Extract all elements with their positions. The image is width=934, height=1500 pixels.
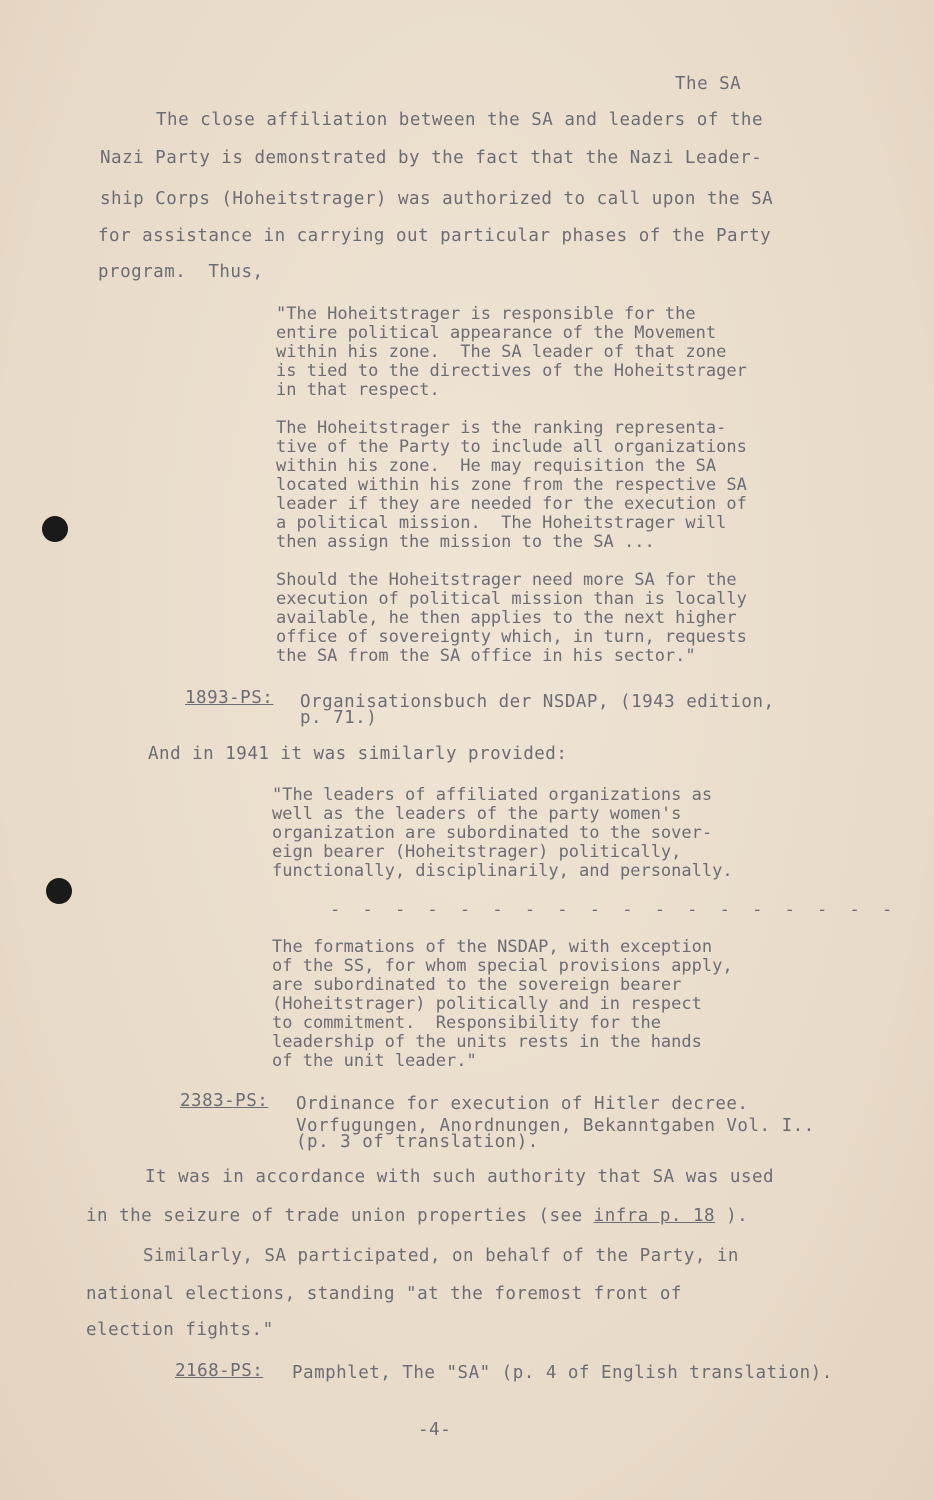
- quote1-p3-line: execution of political mission than is locally: [276, 589, 747, 609]
- quote2-line: "The leaders of affiliated organizations as: [272, 785, 713, 805]
- quote1-p2-line: The Hoheitstrager is the ranking representa-: [276, 418, 727, 438]
- quote1-p1-line: entire political appearance of the Movement: [276, 323, 717, 343]
- punch-hole-top: [42, 516, 68, 542]
- intro-line-3: ship Corps (Hoheitstrager) was authorized to call upon the SA: [100, 189, 774, 209]
- citation1-line-2: p. 71.): [300, 708, 378, 728]
- seizure-line-2-suffix: ).: [715, 1206, 749, 1226]
- quote3-line: of the unit leader.": [272, 1051, 477, 1071]
- quote2-line: eign bearer (Hoheitstrager) politically,: [272, 842, 682, 862]
- quote3-line: are subordinated to the sovereign bearer: [272, 975, 682, 995]
- citation2-line-3: (p. 3 of translation).: [296, 1132, 539, 1152]
- quote1-p1-line: in that respect.: [276, 380, 440, 400]
- citation2-line-2: Vorfugungen, Anordnungen, Bekanntgaben Vol. I..: [296, 1116, 815, 1136]
- quote1-p2-line: leader if they are needed for the execution of: [276, 494, 747, 514]
- citation2-line-1: Ordinance for execution of Hitler decree.: [296, 1094, 749, 1114]
- seizure-line-1: It was in accordance with such authority that SA was used: [145, 1167, 775, 1187]
- quote1-p2-line: located within his zone from the respective SA: [276, 475, 747, 495]
- citation1-ref: 1893-PS:: [185, 688, 274, 708]
- quote3-line: (Hoheitstrager) politically and in respect: [272, 994, 702, 1014]
- seizure-line-2-prefix: in the seizure of trade union properties (see: [86, 1206, 594, 1226]
- citation3-text: Pamphlet, The "SA" (p. 4 of English translation).: [292, 1363, 833, 1383]
- intro-line-1: The close affiliation between the SA and leaders of the: [156, 110, 763, 130]
- citation2-ref: 2383-PS:: [180, 1091, 269, 1111]
- quote1-p1-line: is tied to the directives of the Hoheitstrager: [276, 361, 747, 381]
- punch-hole-bottom: [46, 878, 72, 904]
- quote1-p3-line: office of sovereignty which, in turn, requests: [276, 627, 747, 647]
- quote3-line: to commitment. Responsibility for the: [272, 1013, 661, 1033]
- citation1-line-1: Organisationsbuch der NSDAP, (1943 edition,: [300, 692, 775, 712]
- quote1-p2-line: a political mission. The Hoheitstrager will: [276, 513, 727, 533]
- quote1-p2-line: within his zone. He may requisition the SA: [276, 456, 717, 476]
- page-number: -4-: [418, 1420, 452, 1440]
- quote-1941: [272, 786, 733, 881]
- separator-dashes: - - - - - - - - - - - - - - - - - -: [330, 900, 899, 920]
- quote-organisationsbuch: [276, 305, 747, 666]
- quote1-p2-line: tive of the Party to include all organizations: [276, 437, 747, 457]
- seizure-line-2: [86, 1206, 748, 1226]
- quote3-line: leadership of the units rests in the hands: [272, 1032, 702, 1052]
- quote2-line: functionally, disciplinarily, and personally.: [272, 861, 733, 881]
- citation3-ref: 2168-PS:: [175, 1361, 264, 1381]
- quote1-p1-line: "The Hoheitstrager is responsible for the: [276, 304, 696, 324]
- intro-line-5: program. Thus,: [98, 262, 264, 282]
- intro2-text: And in 1941 it was similarly provided:: [148, 744, 568, 764]
- elections-line-1: Similarly, SA participated, on behalf of the Party, in: [143, 1246, 739, 1266]
- quote1-p1-line: within his zone. The SA leader of that zone: [276, 342, 727, 362]
- quote1-p3-line: the SA from the SA office in his sector.": [276, 646, 696, 666]
- quote2-line: organization are subordinated to the sover-: [272, 823, 713, 843]
- infra-reference: infra p. 18: [593, 1206, 716, 1226]
- section-header: The SA: [675, 74, 742, 94]
- quote2-line: well as the leaders of the party women's: [272, 804, 682, 824]
- quote3-line: of the SS, for whom special provisions apply,: [272, 956, 733, 976]
- intro-line-2: Nazi Party is demonstrated by the fact that the Nazi Leader-: [100, 148, 763, 168]
- intro-line-4: for assistance in carrying out particular phases of the Party: [98, 226, 772, 246]
- quote1-p3-line: Should the Hoheitstrager need more SA for the: [276, 570, 737, 590]
- elections-line-3: election fights.": [86, 1320, 274, 1340]
- quote1-p2-line: then assign the mission to the SA ...: [276, 532, 655, 552]
- elections-line-2: national elections, standing "at the foremost front of: [86, 1284, 682, 1304]
- quote1-p3-line: available, he then applies to the next higher: [276, 608, 737, 628]
- quote-formations: [272, 938, 733, 1071]
- quote3-line: The formations of the NSDAP, with exception: [272, 937, 713, 957]
